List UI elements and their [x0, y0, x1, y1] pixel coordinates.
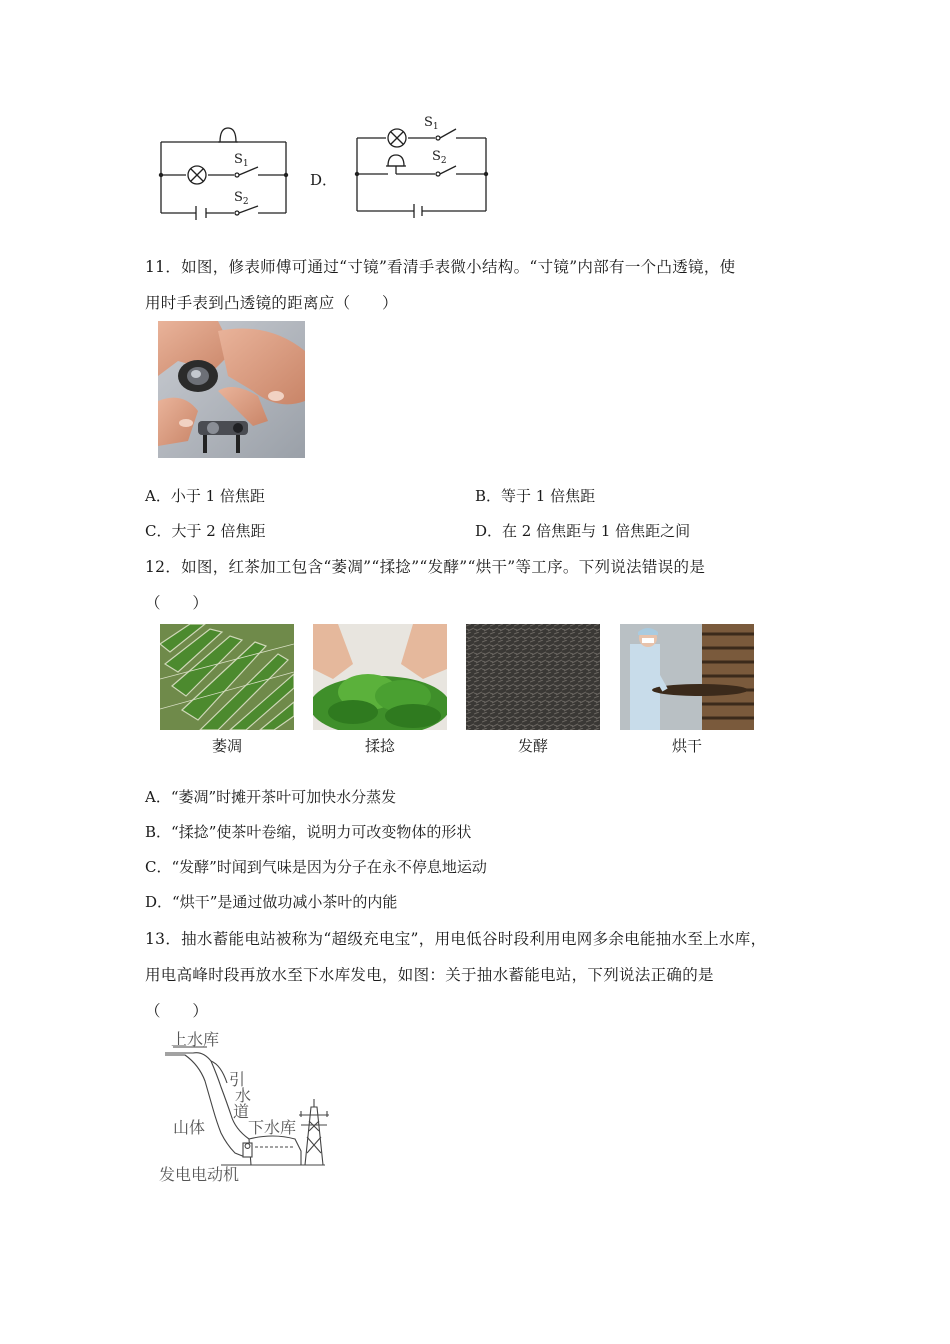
- q11-stem-line1: 11．如图，修表师傅可通过“寸镜”看清手表微小结构。“寸镜”内部有一个凸透镜，使: [145, 258, 736, 276]
- svg-text:S2: [432, 149, 447, 166]
- q13-stem-line1: 13．抽水蓄能电站被称为“超级充电宝”，用电低谷时段利用电网多余电能抽水至上水库，: [145, 930, 767, 948]
- q12-option-a[interactable]: A．“萎凋”时摊开茶叶可加快水分蒸发: [145, 788, 397, 806]
- q11-option-b[interactable]: B．等于 1 倍焦距: [475, 487, 596, 505]
- s2-sub: 2: [242, 197, 249, 207]
- caption-drying: 烘干: [671, 737, 702, 755]
- d-s1-label: S: [424, 115, 433, 130]
- d-s2-label: S: [432, 149, 441, 164]
- q13-stem-line3: （ ）: [145, 1002, 209, 1020]
- fermenting-photo: [466, 624, 600, 730]
- s1-label: S: [234, 152, 243, 167]
- q12-option-c[interactable]: C．“发酵”时闻到气味是因为分子在永不停息地运动: [145, 858, 487, 876]
- q11-option-d[interactable]: D．在 2 倍焦距与 1 倍焦距之间: [475, 522, 691, 540]
- caption-rolling: 揉捻: [364, 737, 395, 755]
- pumped-storage-diagram: [155, 1025, 335, 1190]
- q12-stem-line2: （ ）: [145, 594, 209, 612]
- label-channel-1: 引: [229, 1070, 246, 1089]
- label-upper-reservoir: 上水库: [171, 1030, 220, 1049]
- svg-text:S1: [234, 152, 249, 169]
- label-mountain: 山体: [173, 1118, 206, 1137]
- label-lower-reservoir: 下水库: [248, 1118, 297, 1137]
- label-channel-3: 道: [233, 1102, 250, 1121]
- drying-photo: [620, 624, 754, 730]
- d-s2-sub: 2: [440, 156, 447, 166]
- q12-stem-line1: 12．如图，红茶加工包含“萎凋”“揉捻”“发酵”“烘干”等工序。下列说法错误的是: [145, 558, 706, 576]
- caption-fermenting: 发酵: [517, 737, 548, 755]
- circuit-diagram-c: [150, 120, 300, 220]
- s1-sub: 1: [242, 159, 249, 169]
- q12-option-b[interactable]: B．“揉捻”使茶叶卷缩，说明力可改变物体的形状: [145, 823, 472, 841]
- d-s1-sub: 1: [432, 122, 439, 132]
- q12-option-d[interactable]: D．“烘干”是通过做功减小茶叶的内能: [145, 893, 398, 911]
- option-d-label: D．: [310, 171, 338, 189]
- svg-text:S2: [234, 190, 249, 207]
- watchmaker-photo: [158, 321, 305, 458]
- s2-label: S: [234, 190, 243, 205]
- withering-photo: [160, 624, 294, 730]
- q11-option-c[interactable]: C．大于 2 倍焦距: [145, 522, 266, 540]
- caption-withering: 萎凋: [211, 737, 242, 755]
- q13-stem-line2: 用电高峰时段再放水至下水库发电，如图：关于抽水蓄能电站，下列说法正确的是: [145, 966, 714, 984]
- label-channel-2: 水: [235, 1086, 252, 1105]
- q11-option-a[interactable]: A．小于 1 倍焦距: [145, 487, 265, 505]
- rolling-photo: [313, 624, 447, 730]
- q11-stem-line2: 用时手表到凸透镜的距离应（ ）: [145, 294, 398, 312]
- circuit-diagram-d: [348, 108, 493, 218]
- svg-text:S1: [424, 115, 439, 132]
- label-generator: 发电电动机: [159, 1165, 240, 1184]
